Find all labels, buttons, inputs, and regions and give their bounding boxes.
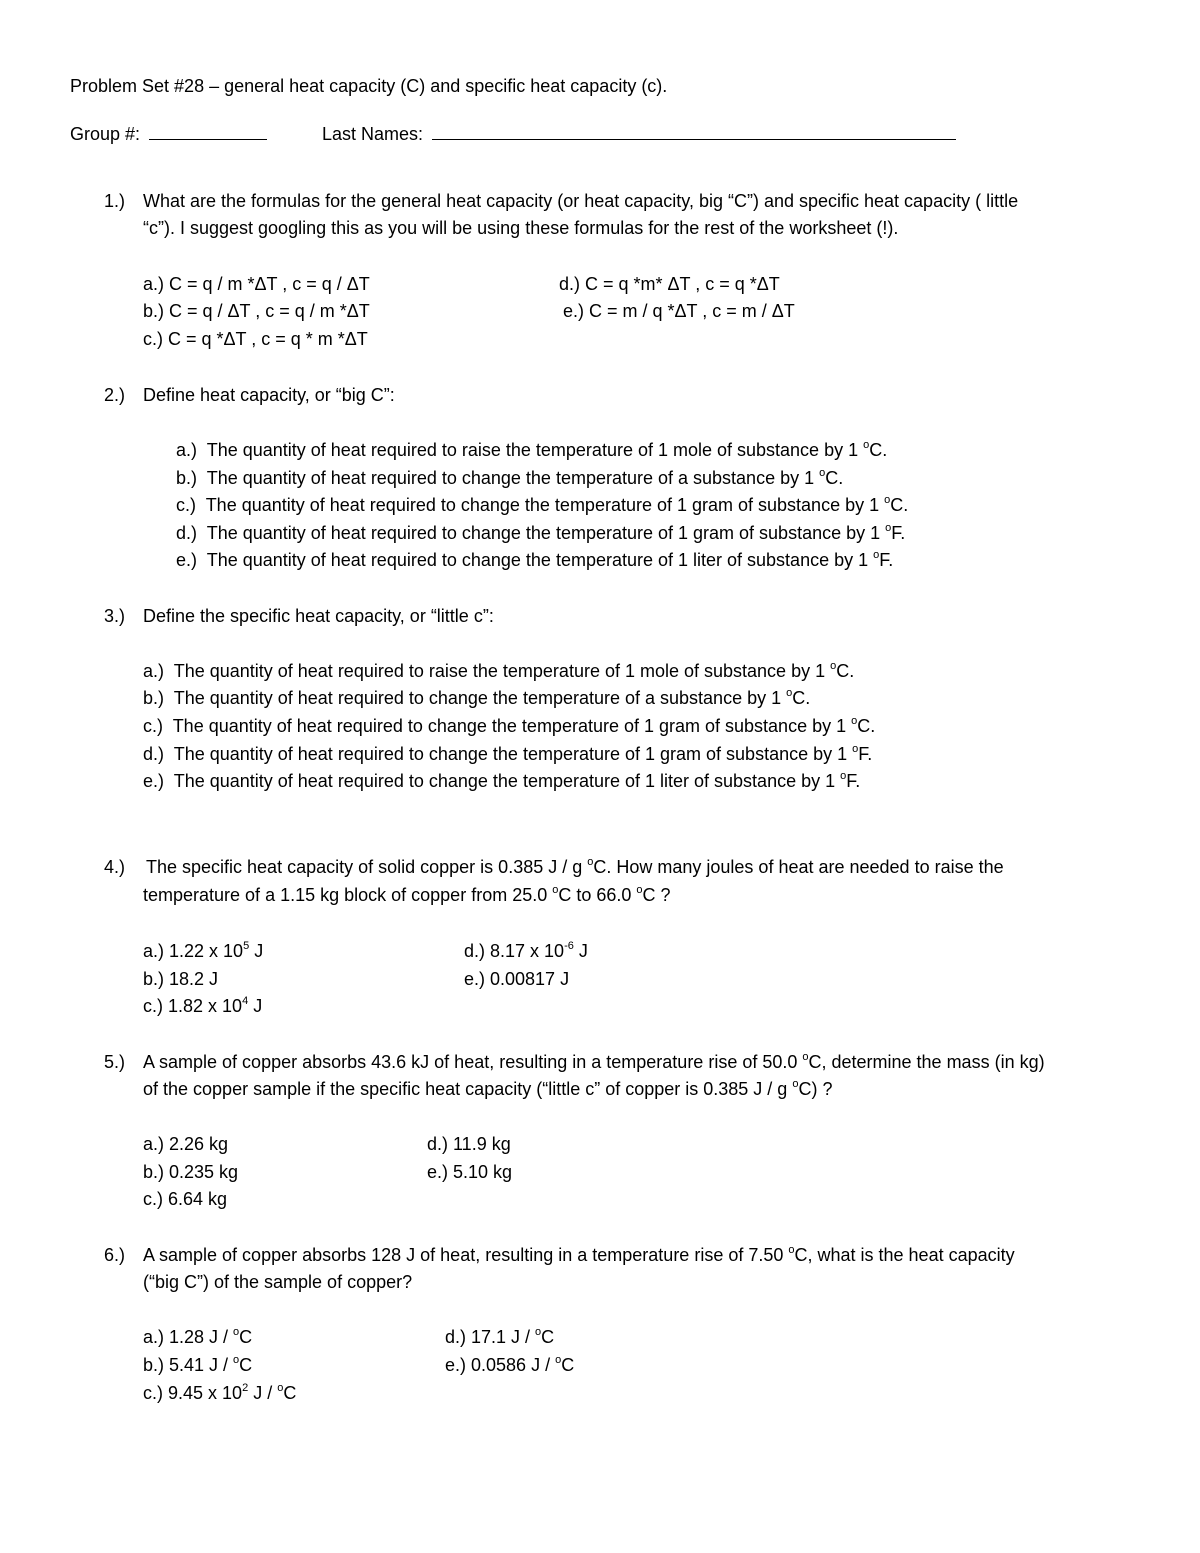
- q6-option-e: [445, 1356, 574, 1374]
- unit: J: [573, 941, 588, 961]
- q5-option-b: b.) 0.235 kg: [143, 1162, 239, 1182]
- option-text: The quantity of heat required to change the temperature of 1 gram of substance by 1: [173, 744, 853, 764]
- option-text: d.) 8.17 x 10: [464, 941, 565, 961]
- page-title: Problem Set #28 – general heat capacity (C) and specific heat capacity (c).: [70, 76, 668, 96]
- option-text: The quantity of heat required to change the temperature of 1 liter of substance by 1: [206, 550, 874, 570]
- text-span: The specific heat capacity of solid copper is 0.385 J / g: [146, 857, 588, 877]
- unit: C: [541, 1327, 555, 1347]
- text-span: C) ?: [798, 1079, 833, 1099]
- names-label: Last Names:: [322, 124, 424, 144]
- unit: C: [561, 1355, 575, 1375]
- q3-option-e: [143, 772, 860, 790]
- names-field: [322, 121, 956, 143]
- q5-option-d: d.) 11.9 kg: [427, 1134, 511, 1154]
- q5-number: 5.): [104, 1052, 126, 1072]
- degree-sign: o: [233, 1354, 240, 1366]
- names-input-line[interactable]: [432, 121, 956, 140]
- q4-option-e: e.) 0.00817 J: [464, 969, 570, 989]
- q4-text-line2: [143, 886, 671, 904]
- q2-number: 2.): [104, 385, 126, 405]
- group-field: [70, 121, 267, 143]
- degree-sign: o: [885, 522, 892, 534]
- degree-sign: o: [792, 1078, 799, 1090]
- q2-option-a: [176, 441, 887, 459]
- option-text: The quantity of heat required to change the temperature of 1 gram of substance by 1: [172, 716, 852, 736]
- text-span: C to 66.0: [558, 885, 637, 905]
- text-span: C, determine the mass (in kg): [808, 1052, 1045, 1072]
- option-label: c.): [176, 495, 196, 515]
- unit: C.: [792, 688, 811, 708]
- q2-text: Define heat capacity, or “big C”:: [143, 385, 395, 405]
- unit: F.: [858, 744, 873, 764]
- q6-option-d: [445, 1328, 554, 1346]
- option-text: c.) 9.45 x 10: [143, 1383, 243, 1403]
- q5-option-a: a.) 2.26 kg: [143, 1134, 229, 1154]
- q3-option-c: [143, 717, 875, 735]
- q1-option-d: d.) C = q *m* ΔT , c = q *ΔT: [559, 274, 780, 294]
- degree-sign: o: [555, 1354, 562, 1366]
- q6-text-line2: (“big C”) of the sample of copper?: [143, 1272, 413, 1292]
- degree-sign: o: [786, 687, 793, 699]
- degree-sign: o: [788, 1244, 795, 1256]
- option-label: d.): [143, 744, 165, 764]
- q5-option-e: e.) 5.10 kg: [427, 1162, 513, 1182]
- q1-option-a: a.) C = q / m *ΔT , c = q / ΔT: [143, 274, 370, 294]
- option-text: The quantity of heat required to raise the temperature of 1 mole of substance by 1: [173, 661, 831, 681]
- exponent: 4: [242, 995, 249, 1007]
- q2-option-e: [176, 551, 893, 569]
- option-text: d.) 17.1 J /: [445, 1327, 536, 1347]
- q5-text-line2: [143, 1080, 832, 1098]
- degree-sign: o: [840, 770, 847, 782]
- unit: J: [248, 996, 263, 1016]
- q3-option-a: [143, 662, 854, 680]
- text-span: temperature of a 1.15 kg block of copper from 25.0: [143, 885, 553, 905]
- degree-sign: o: [233, 1326, 240, 1338]
- unit: C: [239, 1355, 253, 1375]
- q6-text-line1: [143, 1246, 1015, 1264]
- q4-option-a: [143, 942, 263, 960]
- unit: C.: [836, 661, 855, 681]
- q4-number: 4.): [104, 857, 126, 877]
- unit: C.: [890, 495, 909, 515]
- option-label: d.): [176, 523, 198, 543]
- option-text: The quantity of heat required to change the temperature of 1 gram of substance by 1: [205, 495, 885, 515]
- q1-text-line2: “c”). I suggest googling this as you will be using these formulas for the rest of the worksheet (!).: [143, 218, 899, 238]
- text-span: A sample of copper absorbs 43.6 kJ of heat, resulting in a temperature rise of 50.0: [143, 1052, 803, 1072]
- q6-option-b: [143, 1356, 252, 1374]
- unit: F.: [846, 771, 861, 791]
- option-label: e.): [143, 771, 165, 791]
- option-text: a.) 1.22 x 10: [143, 941, 244, 961]
- option-label: c.): [143, 716, 163, 736]
- unit: F.: [879, 550, 894, 570]
- q3-text: Define the specific heat capacity, or “little c”:: [143, 606, 494, 626]
- q1-text-line1: What are the formulas for the general heat capacity (or heat capacity, big “C”) and specific heat capacity ( little: [143, 191, 1019, 211]
- unit: C.: [825, 468, 844, 488]
- option-text: The quantity of heat required to raise the temperature of 1 mole of substance by 1: [206, 440, 864, 460]
- q1-option-e: e.) C = m / q *ΔT , c = m / ΔT: [563, 301, 795, 321]
- degree-sign: o: [819, 467, 826, 479]
- unit: C.: [869, 440, 888, 460]
- q1-option-c: c.) C = q *ΔT , c = q * m *ΔT: [143, 329, 368, 349]
- q2-option-d: [176, 524, 905, 542]
- q4-option-c: [143, 997, 262, 1015]
- degree-sign: o: [852, 743, 859, 755]
- option-label: e.): [176, 550, 198, 570]
- exponent: 5: [243, 940, 250, 952]
- unit: C: [239, 1327, 253, 1347]
- q3-number: 3.): [104, 606, 126, 626]
- degree-sign: o: [863, 439, 870, 451]
- option-text: e.) 0.0586 J /: [445, 1355, 556, 1375]
- option-text: a.) 1.28 J /: [143, 1327, 234, 1347]
- degree-sign: o: [277, 1382, 284, 1394]
- degree-sign: o: [873, 549, 880, 561]
- exponent: -6: [564, 940, 574, 952]
- option-label: a.): [143, 661, 165, 681]
- q6-option-a: [143, 1328, 252, 1346]
- unit: C: [283, 1383, 297, 1403]
- option-text: The quantity of heat required to change the temperature of a substance by 1: [206, 468, 820, 488]
- degree-sign: o: [587, 856, 594, 868]
- degree-sign: o: [636, 884, 643, 896]
- option-label: b.): [143, 688, 165, 708]
- text-span: A sample of copper absorbs 128 J of heat, resulting in a temperature rise of 7.50: [143, 1245, 789, 1265]
- option-text: The quantity of heat required to change the temperature of a substance by 1: [173, 688, 787, 708]
- q2-option-c: [176, 496, 908, 514]
- unit: C.: [857, 716, 876, 736]
- option-text: The quantity of heat required to change the temperature of 1 gram of substance by 1: [206, 523, 886, 543]
- q3-option-d: [143, 745, 872, 763]
- text-span: J /: [248, 1383, 278, 1403]
- degree-sign: o: [802, 1051, 809, 1063]
- text-span: C ?: [642, 885, 671, 905]
- q5-text-line1: [143, 1053, 1045, 1071]
- degree-sign: o: [552, 884, 559, 896]
- text-span: C. How many joules of heat are needed to raise the: [593, 857, 1004, 877]
- q4-option-d: [464, 942, 588, 960]
- text-span: C, what is the heat capacity: [794, 1245, 1015, 1265]
- text-span: of the copper sample if the specific heat capacity (“little c” of copper is 0.385 J / g: [143, 1079, 793, 1099]
- degree-sign: o: [884, 494, 891, 506]
- q5-option-c: c.) 6.64 kg: [143, 1189, 228, 1209]
- q4-text-line1: [146, 858, 1004, 876]
- degree-sign: o: [535, 1326, 542, 1338]
- q1-number: 1.): [104, 191, 126, 211]
- degree-sign: o: [830, 660, 837, 672]
- unit: F.: [891, 523, 906, 543]
- option-text: c.) 1.82 x 10: [143, 996, 243, 1016]
- q3-option-b: [143, 689, 810, 707]
- q4-option-b: b.) 18.2 J: [143, 969, 219, 989]
- q2-option-b: [176, 469, 843, 487]
- exponent: 2: [242, 1382, 249, 1394]
- unit: J: [249, 941, 264, 961]
- q6-number: 6.): [104, 1245, 126, 1265]
- degree-sign: o: [851, 715, 858, 727]
- group-label: Group #:: [70, 124, 141, 144]
- option-text: The quantity of heat required to change the temperature of 1 liter of substance by 1: [173, 771, 841, 791]
- option-label: b.): [176, 468, 198, 488]
- q1-option-b: b.) C = q / ΔT , c = q / m *ΔT: [143, 301, 370, 321]
- option-label: a.): [176, 440, 198, 460]
- q6-option-c: [143, 1384, 296, 1402]
- group-input-line[interactable]: [149, 121, 267, 140]
- option-text: b.) 5.41 J /: [143, 1355, 234, 1375]
